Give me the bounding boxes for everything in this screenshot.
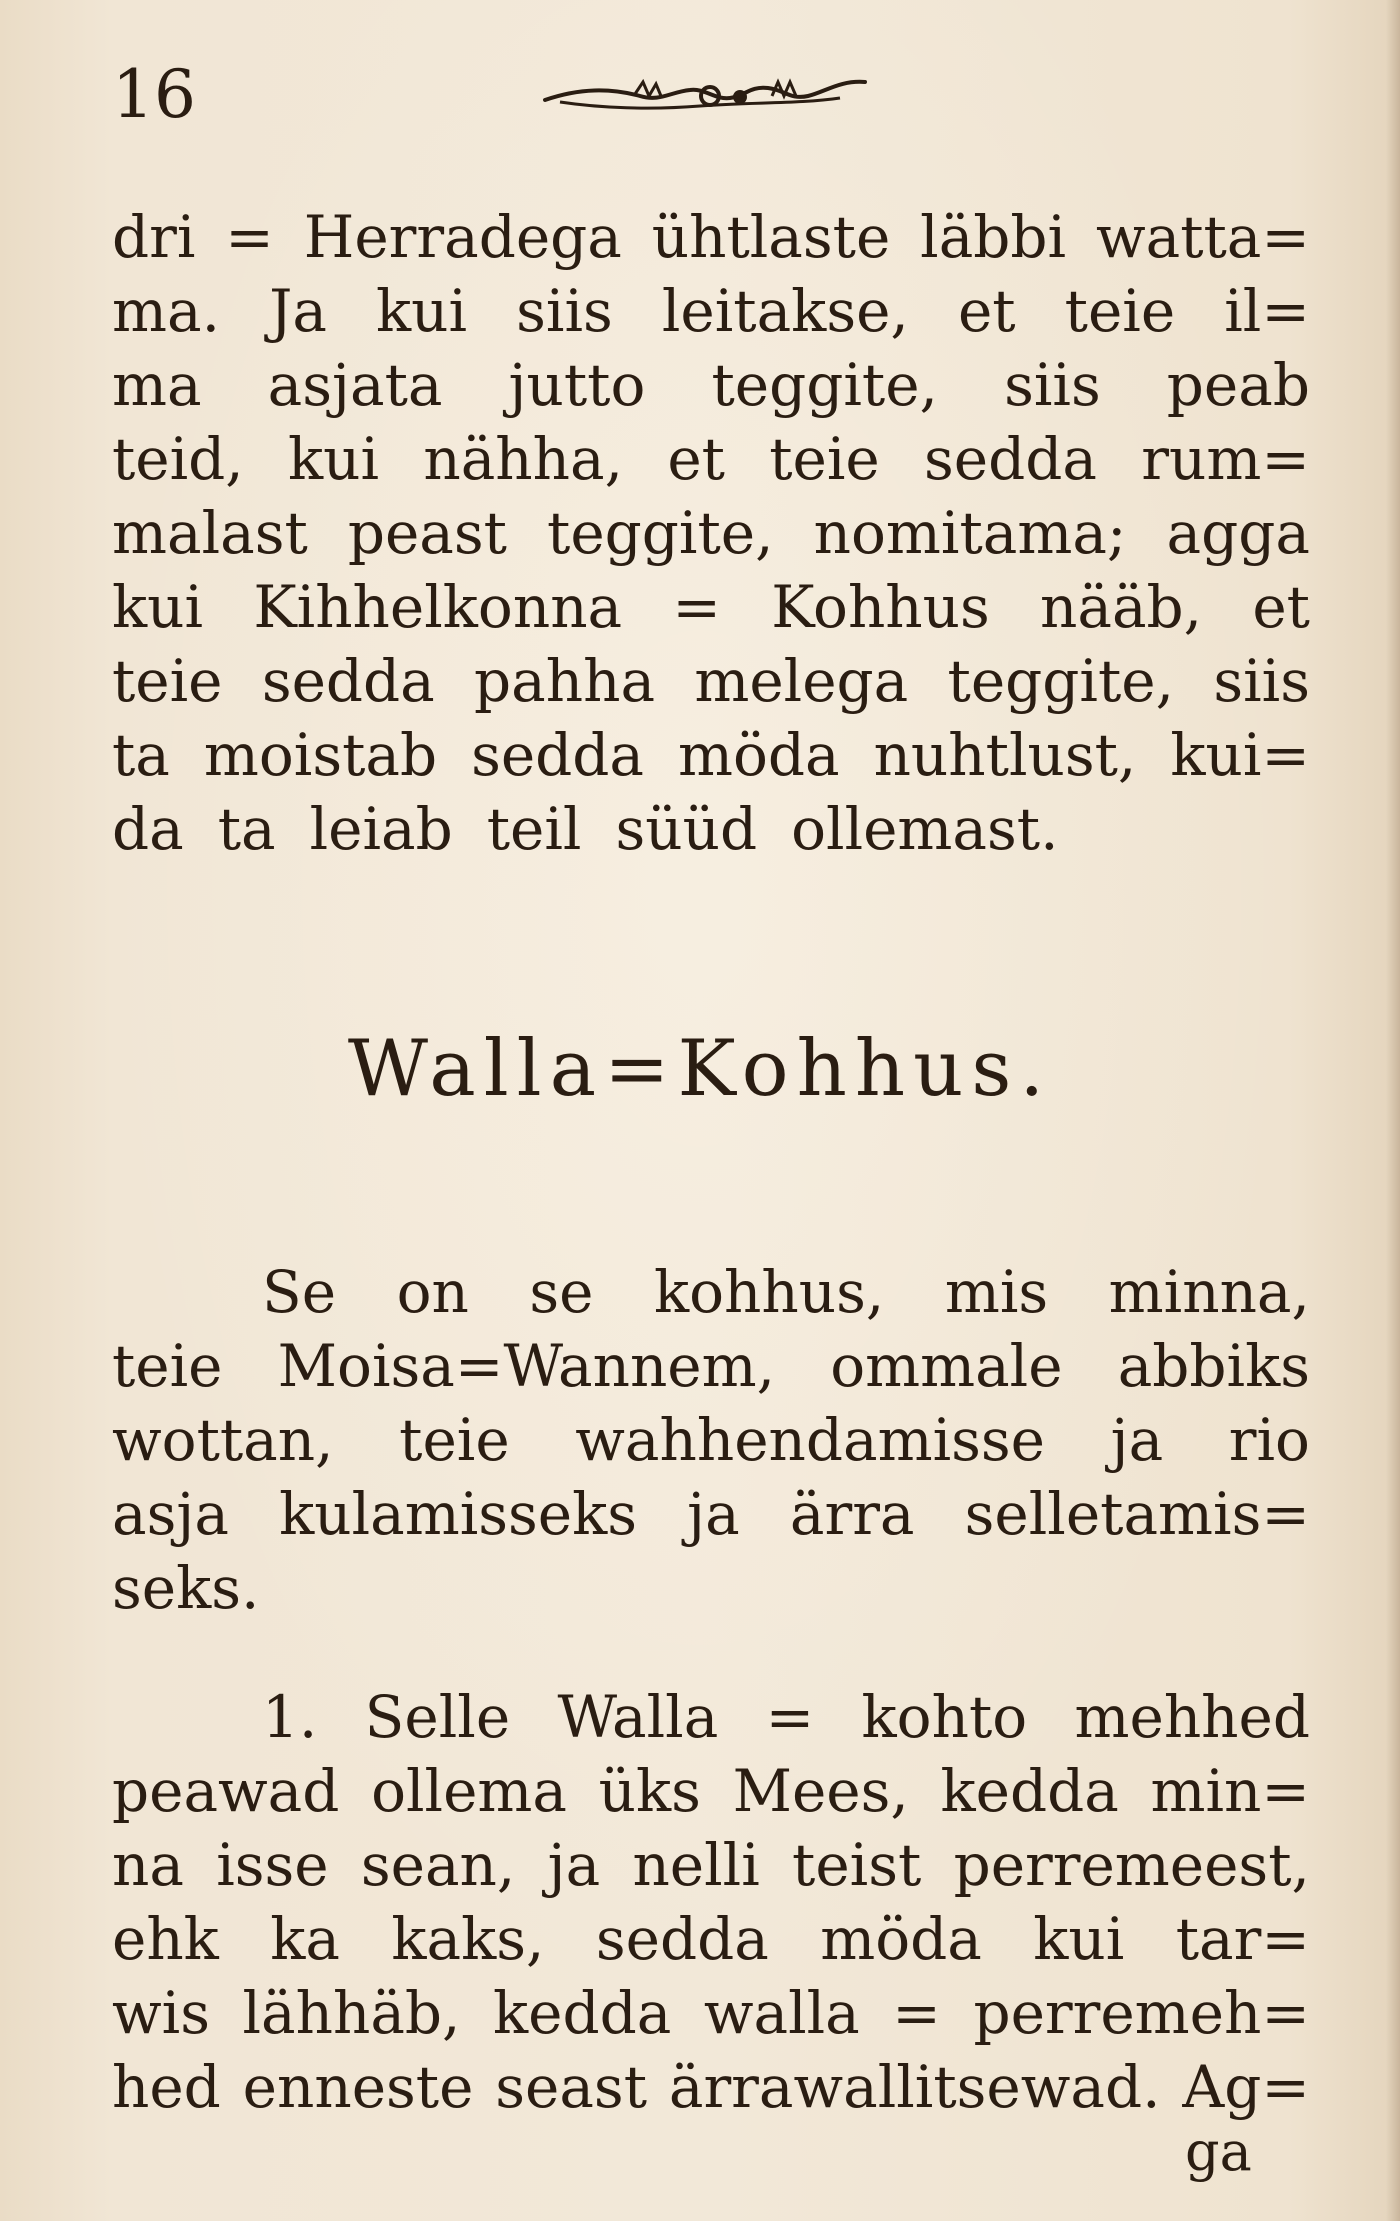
word: sedda: [471, 721, 645, 789]
word: lähhäb,: [242, 1979, 461, 2047]
word: sedda: [261, 647, 435, 715]
word: minna,: [1108, 1258, 1310, 1326]
word: sedda: [924, 425, 1097, 493]
word: mehhed: [1074, 1683, 1310, 1751]
word: nelli: [632, 1831, 760, 1899]
word: ka: [270, 1905, 340, 1973]
word: siis: [516, 277, 613, 345]
page-number: 16: [112, 56, 196, 133]
word: teie: [112, 1332, 223, 1400]
word: teie: [1064, 277, 1176, 345]
text-line: [112, 2050, 1310, 2124]
word: möda: [677, 721, 840, 789]
word: ma: [112, 351, 202, 419]
word: peawad: [112, 1757, 340, 1825]
word: ühtlaste: [651, 203, 891, 271]
word: sedda: [595, 1905, 769, 1973]
word: il=: [1224, 277, 1310, 345]
text-line: [112, 274, 1310, 348]
text-line: [112, 792, 1310, 866]
word: Kihhelkonna: [253, 573, 623, 641]
word: =: [672, 573, 721, 641]
text-line: [112, 496, 1310, 570]
text-line: [112, 1828, 1310, 1902]
word: seast: [495, 2053, 648, 2121]
word: peab: [1166, 351, 1310, 419]
text-line: [112, 718, 1310, 792]
text-line: [112, 1255, 1310, 1329]
text-line: [112, 1329, 1310, 1403]
word: nuhtlust,: [873, 721, 1137, 789]
word: da: [112, 795, 184, 863]
word: peast: [347, 499, 507, 567]
word: kedda: [493, 1979, 672, 2047]
word: ma.: [112, 277, 221, 345]
word: Mees,: [732, 1757, 909, 1825]
word: Ja: [269, 277, 327, 345]
word: =: [892, 1979, 941, 2047]
word: ärra: [789, 1480, 915, 1548]
word: moistab: [203, 721, 438, 789]
word: se: [529, 1258, 594, 1326]
word: malast: [112, 499, 308, 567]
word: tar=: [1175, 1905, 1310, 1973]
word: Kohhus: [771, 573, 990, 641]
word: perremeh=: [973, 1979, 1310, 2047]
text-line: [112, 1551, 1310, 1625]
word: wottan,: [112, 1406, 334, 1474]
paragraph-3: [112, 1680, 1310, 2124]
word: watta=: [1095, 203, 1310, 271]
word: ta: [112, 721, 170, 789]
word: Selle: [364, 1683, 511, 1751]
printer-ornament-icon: [540, 70, 870, 120]
word: rum=: [1141, 425, 1310, 493]
word: isse: [216, 1831, 329, 1899]
text-line: [112, 1976, 1310, 2050]
word: abbiks: [1117, 1332, 1310, 1400]
word: ärrawallitsewad.: [668, 2053, 1161, 2121]
word: Ag=: [1182, 2053, 1310, 2121]
word: wahhendamisse: [575, 1406, 1045, 1474]
text-line: [112, 1902, 1310, 1976]
word: süüd: [615, 795, 758, 863]
word: teie: [769, 425, 880, 493]
word: Se: [262, 1258, 337, 1326]
word: wis: [112, 1979, 210, 2047]
word: teie: [399, 1406, 510, 1474]
word: dri: [112, 203, 196, 271]
word: ollemast.: [791, 795, 1059, 863]
word: selletamis=: [964, 1480, 1310, 1548]
word: siis: [1004, 351, 1101, 419]
paragraph-2: [112, 1255, 1310, 1625]
word: nääb,: [1040, 573, 1203, 641]
word: et: [667, 425, 725, 493]
word: perremeest,: [953, 1831, 1310, 1899]
word: Walla: [557, 1683, 719, 1751]
word: leiab: [309, 795, 453, 863]
text-line: [112, 570, 1310, 644]
text-line: [112, 1680, 1310, 1754]
text-line: [112, 200, 1310, 274]
word: et: [957, 277, 1016, 345]
word: et: [1252, 573, 1310, 641]
word: Moisa=Wannem,: [277, 1332, 776, 1400]
word: läbbi: [920, 203, 1067, 271]
word: siis: [1213, 647, 1310, 715]
word: kedda: [940, 1757, 1119, 1825]
word: seks.: [112, 1554, 260, 1622]
word: kohhus,: [653, 1258, 885, 1326]
word: kui=: [1170, 721, 1310, 789]
word: ommale: [830, 1332, 1063, 1400]
word: kulamisseks: [279, 1480, 638, 1548]
word: hed: [112, 2053, 221, 2121]
word: ja: [1110, 1406, 1164, 1474]
word: kui: [1033, 1905, 1125, 1973]
word: teil: [486, 795, 582, 863]
word: melega: [694, 647, 909, 715]
word: =: [765, 1683, 815, 1751]
word: üks: [598, 1757, 701, 1825]
word: asjata: [267, 351, 443, 419]
text-line: [112, 1403, 1310, 1477]
word: teist: [792, 1831, 922, 1899]
word: kui: [112, 573, 204, 641]
section-heading: Walla=Kohhus.: [347, 1024, 1053, 1114]
text-line: [112, 1477, 1310, 1551]
word: teggite,: [947, 647, 1175, 715]
word: ollema: [371, 1757, 567, 1825]
text-line: [112, 422, 1310, 496]
word: jutto: [508, 351, 646, 419]
text-line: [112, 1754, 1310, 1828]
word: kohto: [861, 1683, 1028, 1751]
word: nähha,: [423, 425, 624, 493]
word: walla: [703, 1979, 860, 2047]
word: mis: [944, 1258, 1049, 1326]
word: pahha: [474, 647, 656, 715]
word: ehk: [112, 1905, 219, 1973]
word: agga: [1166, 499, 1310, 567]
word: möda: [820, 1905, 982, 1973]
word: teggite,: [547, 499, 774, 567]
word: na: [112, 1831, 184, 1899]
word: ja: [687, 1480, 740, 1548]
text-line: [112, 644, 1310, 718]
word: nomitama;: [813, 499, 1127, 567]
word: teie: [112, 647, 223, 715]
word: kui: [288, 425, 380, 493]
page-edge-shadow: [1386, 0, 1400, 2221]
word: enneste: [242, 2053, 474, 2121]
word: 1.: [262, 1683, 318, 1751]
word: =: [225, 203, 274, 271]
text-line: [112, 348, 1310, 422]
paragraph-1: [112, 200, 1310, 866]
word: ja: [547, 1831, 601, 1899]
word: kui: [376, 277, 468, 345]
word: teggite,: [711, 351, 938, 419]
word: on: [396, 1258, 469, 1326]
word: min=: [1150, 1757, 1310, 1825]
word: leitakse,: [661, 277, 909, 345]
word: kaks,: [391, 1905, 545, 1973]
word: asja: [112, 1480, 229, 1548]
catchword: ga: [1185, 2120, 1252, 2183]
word: teid,: [112, 425, 244, 493]
word: sean,: [360, 1831, 516, 1899]
word: rio: [1228, 1406, 1310, 1474]
word: ta: [217, 795, 276, 863]
word: Herradega: [303, 203, 622, 271]
